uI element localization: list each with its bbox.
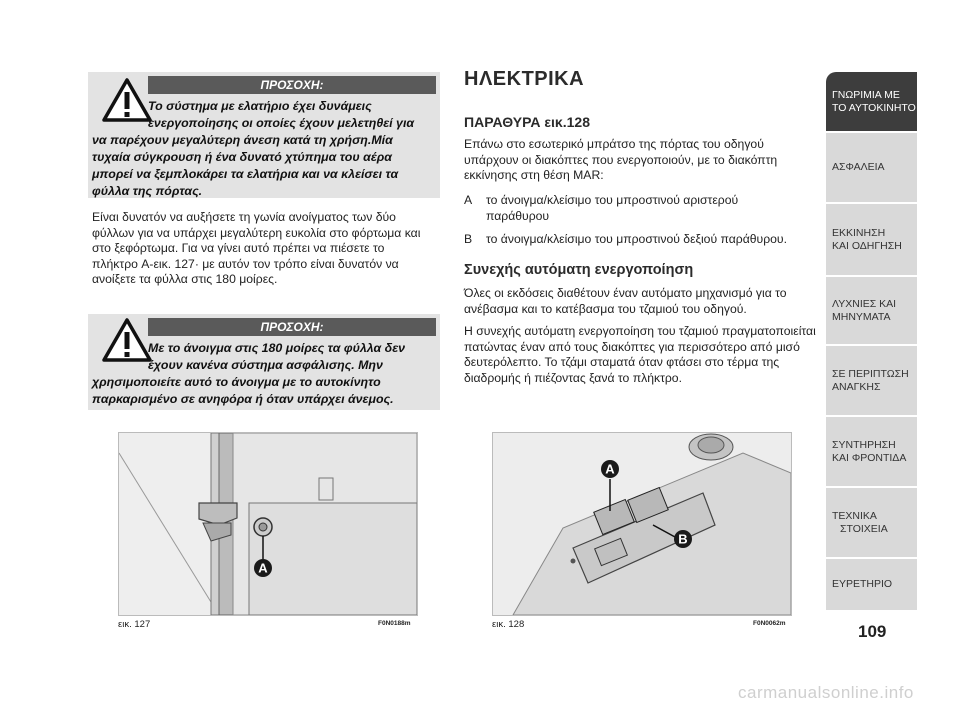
figure-127-caption: εικ. 127 — [118, 619, 151, 630]
item-b-key: B — [464, 232, 473, 246]
page-title: ΗΛΕΚΤΡΙΚΑ — [464, 68, 585, 90]
paragraph-door-angle: Είναι δυνατόν να αυξήσετε τη γωνία ανοίγματος των δύο φύλλων για να υπάρχει μεγαλύτερη ευκολία στο φόρτωμα και στο ξεφόρτωμα. Για να γίνει αυτό πρέπει να πιέσετε το πλήκτρο A-εικ. 127· με αυτόν τον τρόπο είναι δυνατόν να ανοίξετε τα φύλλα στις 180 μοίρες. — [92, 210, 421, 286]
figure-128-code: F0N0062m — [753, 620, 786, 627]
marker-a-label: A — [258, 560, 268, 576]
warning-box-2 — [88, 314, 440, 410]
tab-maintenance[interactable]: ΣΥΝΤΗΡΗΣΗ ΚΑΙ ΦΡΟΝΤΙΔΑ — [826, 417, 917, 487]
rear-door-illustration — [119, 433, 417, 615]
tab-technical-data[interactable]: ΤΕΧΝΙΚΑ ΣΤΟΙΧΕΙΑ — [826, 488, 917, 558]
tab-emergency[interactable]: ΣΕ ΠΕΡΙΠΤΩΣΗ ΑΝΑΓΚΗΣ — [826, 346, 917, 416]
tab-lights-messages[interactable]: ΛΥΧΝΙΕΣ ΚΑΙ ΜΗΝΥΜΑΤΑ — [826, 277, 917, 345]
item-a-text: το άνοιγμα/κλείσιμο του μπροστινού αριστερού παράθυρου — [486, 193, 739, 223]
tab-safety[interactable]: ΑΣΦΑΛΕΙΑ — [826, 133, 917, 203]
window-switches-illustration — [493, 433, 791, 615]
warning-1-text: Το σύστημα με ελατήριο έχει δυνάμεις ενεργοποίησης οι οποίες έχουν μελετηθεί για να παρέχουν μεγαλύτερη άνεση κατά τη χρήση.Μία τυχαία σύγκρουση ή ένα δυνατό χτύπημα του αέρα μπορεί να ξεμπλοκάρει τα ελατήρια και να κλείσει τα φύλλα της πόρτας. — [92, 99, 415, 198]
page-number: 109 — [858, 622, 887, 641]
tab-getting-to-know[interactable]: ΓΝΩΡΙΜΙΑ ΜΕ ΤΟ ΑΥΤΟΚΙΝΗΤΟ — [826, 72, 917, 132]
figure-127-code: F0N0188m — [378, 620, 411, 627]
warning-2-text: Με το άνοιγμα στις 180 μοίρες τα φύλλα δεν έχουν κανένα σύστημα ασφάλισης. Μην χρησιμοποιείτε αυτό το άνοιγμα με το αυτοκίνητο παρκαρισμένο σε ανηφόρα ή όταν υπάρχει άνεμος. — [92, 341, 406, 406]
paragraph-windows-intro: Επάνω στο εσωτερικό μπράτσο της πόρτας του οδηγού υπάρχουν οι διακόπτες που ενεργοποιούν, με το διακόπτη εκκίνησης στη θέση MAR: — [464, 137, 778, 182]
marker-b-label: B — [678, 531, 688, 547]
figure-128-caption: εικ. 128 — [492, 619, 525, 630]
figure-128-window-switches — [492, 432, 792, 616]
warning-box-1 — [88, 72, 440, 198]
section-title-windows: ΠΑΡΑΘΥΡΑ εικ.128 — [464, 114, 590, 130]
marker-a-label: A — [605, 461, 615, 477]
section-title-auto: Συνεχής αυτόματη ενεργοποίηση — [464, 262, 694, 278]
warning-2-title: ΠΡΟΣΟΧΗ: — [148, 318, 436, 336]
tab-starting-driving[interactable]: ΕΚΚΙΝΗΣΗ ΚΑΙ ΟΔΗΓΗΣΗ — [826, 204, 917, 276]
warning-1-title: ΠΡΟΣΟΧΗ: — [148, 76, 436, 94]
item-b-text: το άνοιγμα/κλείσιμο του μπροστινού δεξιού παράθυρου. — [486, 232, 787, 246]
figure-127-rear-door — [118, 432, 418, 616]
paragraph-auto-1: Όλες οι εκδόσεις διαθέτουν έναν αυτόματο μηχανισμό για το ανέβασμα και το κατέβασμα του τζαμιού του οδηγού. — [464, 286, 787, 316]
paragraph-auto-2: Η συνεχής αυτόματη ενεργοποίηση του τζαμιού πραγματοποιείται πατώντας έναν από τους διακόπτες για περισσότερο από μισό δευτερόλεπτο. Το τζάμι σταματά όταν φτάσει στο τέρμα της διαδρομής ή πιέζοντας ξανά το πλήκτρο. — [464, 324, 816, 385]
tab-index[interactable]: ΕΥΡΕΤΗΡΙΟ — [826, 559, 917, 611]
watermark: carmanualsonline.info — [738, 683, 914, 702]
item-a-key: A — [464, 193, 473, 207]
